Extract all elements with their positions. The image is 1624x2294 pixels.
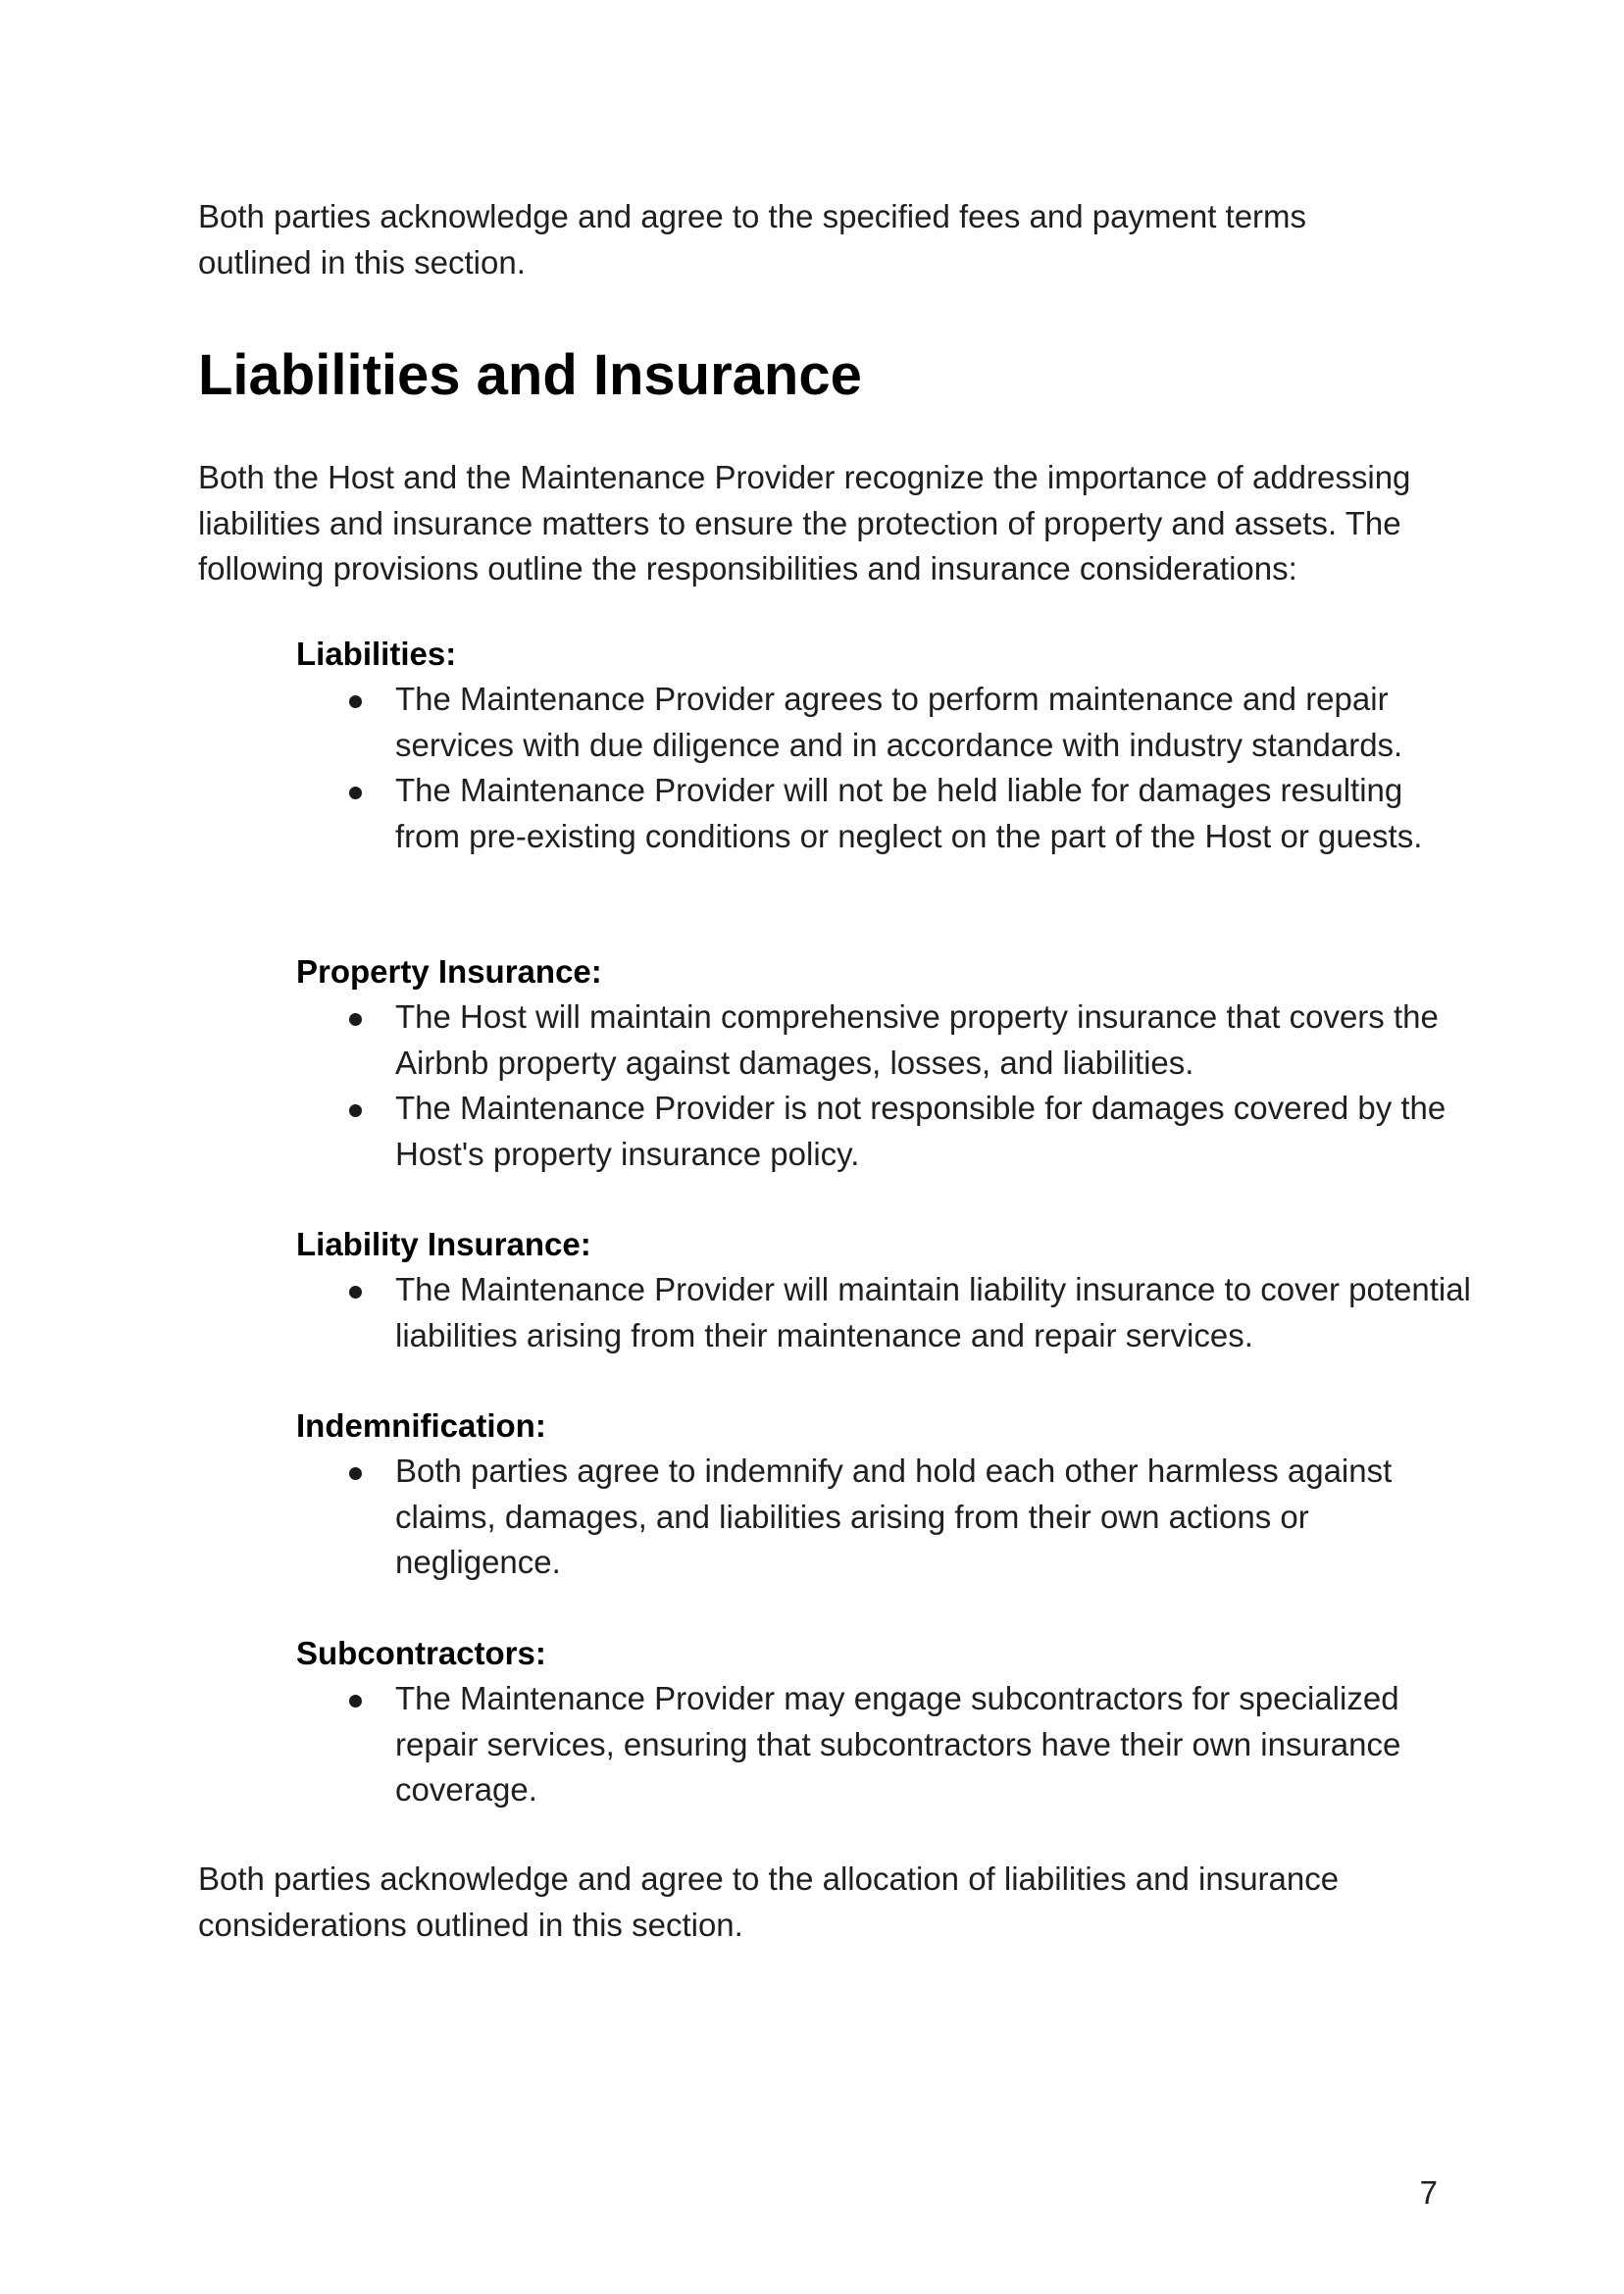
bullet-list-liabilities (296, 677, 1473, 859)
bullet-icon (349, 695, 362, 708)
bullet-list-subcontractors (296, 1676, 1473, 1813)
section-title: Liabilities and Insurance (198, 343, 862, 407)
list-item (296, 1676, 1473, 1813)
list-item-text: The Maintenance Provider will maintain liability insurance to cover potential liabilities arising from their maintenance and repair services. (395, 1271, 1471, 1353)
list-item (296, 1449, 1473, 1586)
bullet-icon (349, 1013, 362, 1026)
bullet-icon (349, 1695, 362, 1708)
subsection-heading-liabilities: Liabilities: (296, 636, 457, 672)
subsection-heading-subcontractors: Subcontractors: (296, 1635, 546, 1671)
bullet-icon (349, 787, 362, 799)
list-item (296, 994, 1473, 1086)
list-item (296, 1086, 1473, 1177)
subsection-heading-property-insurance: Property Insurance: (296, 953, 602, 990)
list-item (296, 1267, 1473, 1358)
closing-paragraph: Both parties acknowledge and agree to the allocation of liabilities and insurance considerations outlined in this section. (198, 1861, 1340, 1943)
list-item-text: Both parties agree to indemnify and hold each other harmless against claims, damages, and liabilities arising from their own actions or negligence. (395, 1453, 1393, 1580)
list-item-text: The Maintenance Provider will not be held liable for damages resulting from pre-existing conditions or neglect on the part of the Host or guests. (395, 772, 1423, 854)
list-item (296, 677, 1473, 768)
bullet-icon (349, 1467, 362, 1480)
list-item (296, 768, 1473, 859)
bullet-icon (349, 1286, 362, 1299)
subsection-heading-liability-insurance: Liability Insurance: (296, 1226, 591, 1262)
bullet-icon (349, 1104, 362, 1117)
section-lead-paragraph: Both the Host and the Maintenance Provider recognize the importance of addressing liabilities and insurance matters to ensure the protection of property and assets. The following provisions outline the responsibilities and insurance considerations: (198, 459, 1411, 586)
list-item-text: The Maintenance Provider may engage subcontractors for specialized repair services, ensuring that subcontractors have their own insurance coverage. (395, 1680, 1401, 1808)
subsection-heading-indemnification: Indemnification: (296, 1407, 546, 1444)
list-item-text: The Maintenance Provider is not responsible for damages covered by the Host's property insurance policy. (395, 1090, 1446, 1172)
bullet-list-property-insurance (296, 994, 1473, 1177)
bullet-list-indemnification (296, 1449, 1473, 1586)
page-number: 7 (1419, 2174, 1438, 2211)
bullet-list-liability-insurance (296, 1267, 1473, 1358)
list-item-text: The Host will maintain comprehensive property insurance that covers the Airbnb property against damages, losses, and liabilities. (395, 998, 1439, 1081)
intro-paragraph: Both parties acknowledge and agree to the specified fees and payment terms outlined in this section. (198, 198, 1307, 280)
list-item-text: The Maintenance Provider agrees to perform maintenance and repair services with due diligence and in accordance with industry standards. (395, 681, 1403, 763)
